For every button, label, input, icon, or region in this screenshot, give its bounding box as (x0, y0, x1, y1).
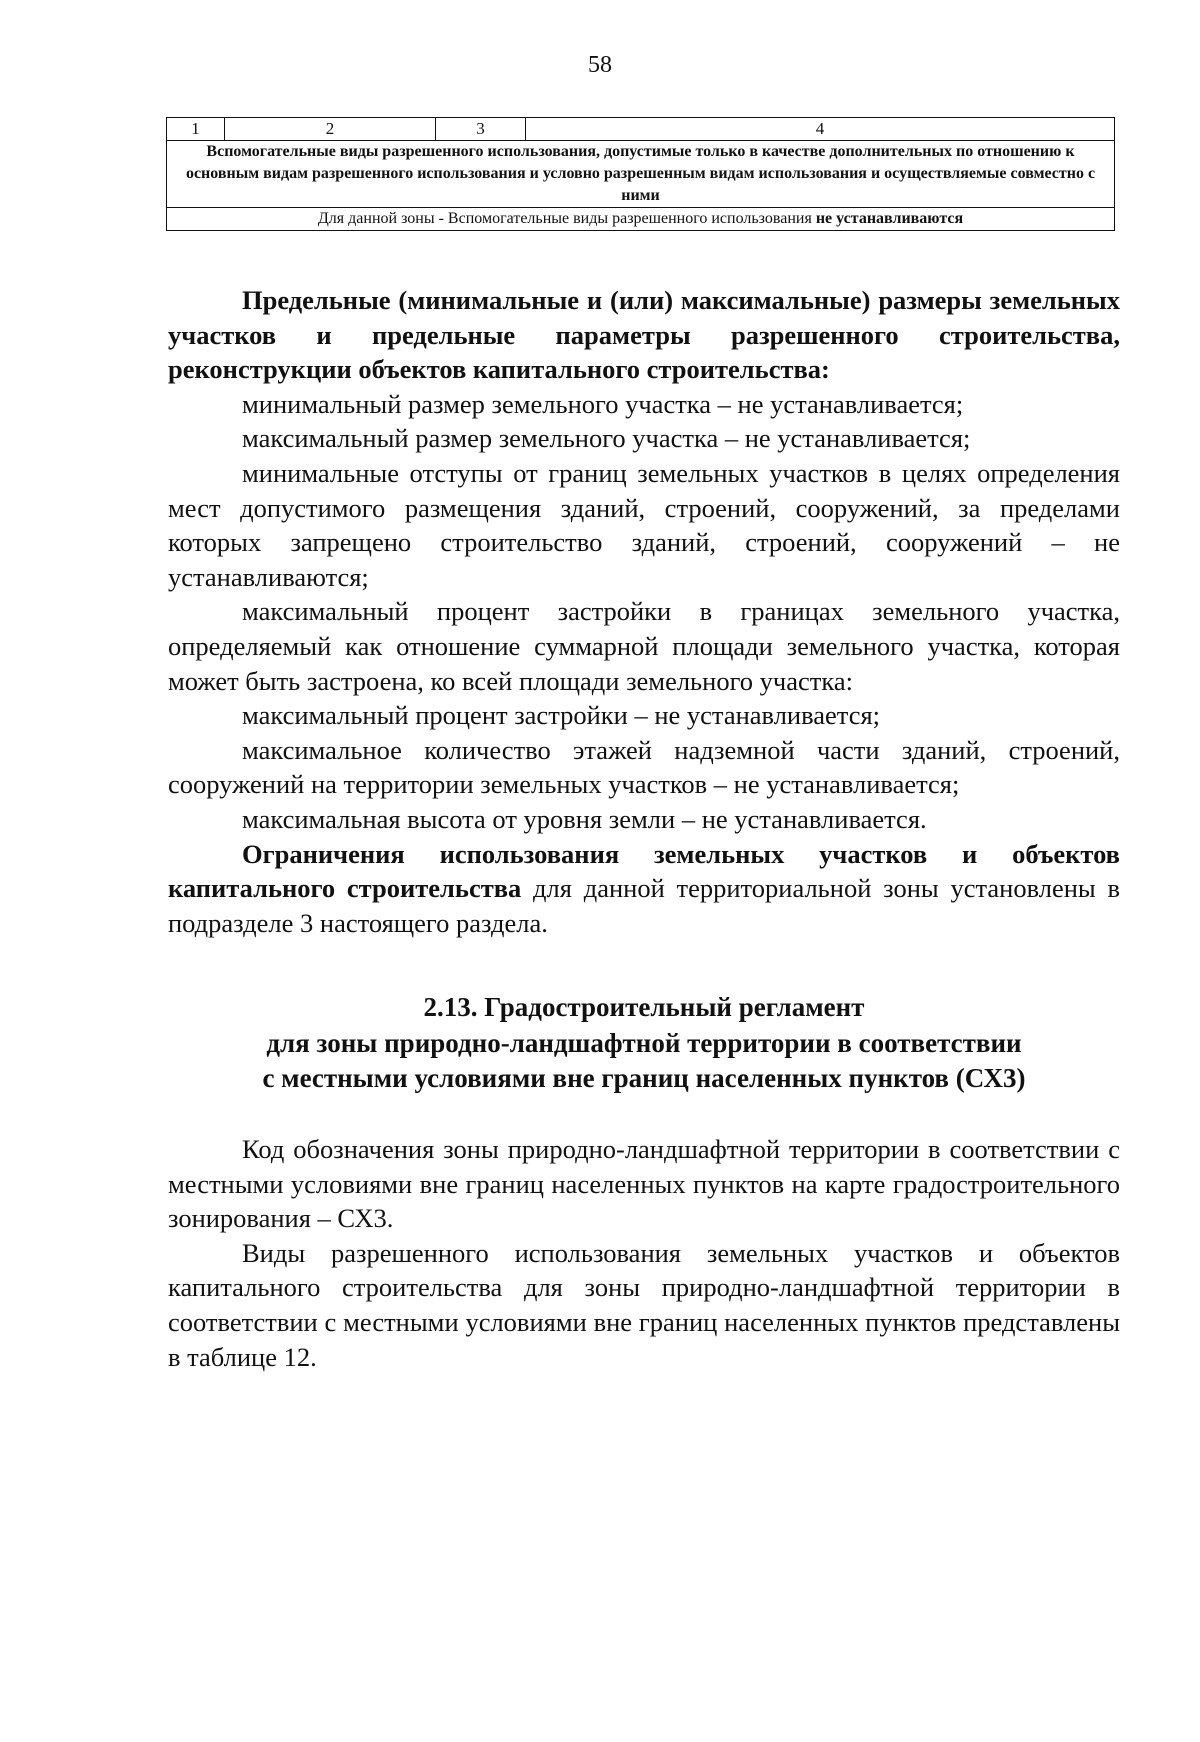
section-heading-line-1: 2.13. Градостроительный регламент (423, 992, 865, 1022)
limit-item: максимальный процент застройки в границах земельного участка, определяемый как отношение суммарной площади земельного участка, которая может быть застроена, ко всей площади земельного участка: (168, 596, 1120, 696)
section-heading (168, 990, 1120, 1097)
page-number: 58 (588, 52, 612, 78)
limit-item: максимальная высота от уровня земли – не устанавливается. (242, 803, 927, 834)
limit-item: минимальные отступы от границ земельных участков в целях определения мест допустимого размещения зданий, строений, сооружений, за пределами которых запрещено строительство зданий, строений, сооружений – не устанавливаются; (168, 457, 1120, 592)
auxiliary-note-prefix: Для данной зоны - Вспомогательные виды разрешенного использования (317, 210, 816, 227)
restrictions-paragraph (168, 837, 1120, 941)
limits-block (168, 283, 1120, 940)
limit-item: минимальный размер земельного участка – не устанавливается; (242, 388, 964, 419)
limit-item: максимальное количество этажей надземной части зданий, строений, сооружений на территории земельных участков – не устанавливается; (168, 734, 1120, 800)
table-auxiliary-note-row (167, 208, 1115, 231)
table-column-numbers-row (167, 118, 1115, 141)
zone-code-paragraph: Код обозначения зоны природно-ландшафтной территории в соответствии с местными условиями вне границ населенных пунктов на карте градостроительного зонирования – СХ3. (168, 1134, 1120, 1234)
section-body (168, 1132, 1120, 1374)
limit-item: максимальный процент застройки – не устанавливается; (242, 700, 881, 731)
auxiliary-note-emphasis: не устанавливаются (815, 210, 964, 227)
auxiliary-uses-note (167, 208, 1115, 231)
restrictions-rest: для данной территориальной зоны установлены в подразделе 3 настоящего раздела. (168, 873, 1120, 938)
permitted-use-table (166, 117, 1115, 231)
restrictions-bold: Ограничения использования земельных участков и объектов капитального строительства (168, 838, 1120, 904)
limits-title: Предельные (минимальные и (или) максимальные) размеры земельных участков и предельные параметры разрешенного строительства, реконструкции объектов капитального строительства: (168, 285, 1120, 385)
column-number-4: 4 (526, 118, 1115, 141)
limit-item: максимальный размер земельного участка – не устанавливается; (242, 423, 971, 454)
column-number-3: 3 (436, 118, 526, 141)
permitted-uses-paragraph: Виды разрешенного использования земельных участков и объектов капитального строительства для зоны природно-ландшафтной территории в соответствии с местными условиями вне границ населенных пунктов представлены в таблице 12. (168, 1237, 1120, 1372)
column-number-2: 2 (225, 118, 436, 141)
table-auxiliary-header-row (167, 141, 1115, 208)
section-heading-line-3: с местными условиями вне границ населенных пунктов (СХ3) (262, 1063, 1026, 1093)
column-number-1: 1 (167, 118, 225, 141)
section-heading-line-2: для зоны природно-ландшафтной территории в соответствии (266, 1027, 1022, 1058)
auxiliary-uses-header: Вспомогательные виды разрешенного использования, допустимые только в качестве дополнительных по отношению к основным видам разрешенного использования и условно разрешенным видам использования и осуществляемые совместно с ними (167, 141, 1115, 208)
